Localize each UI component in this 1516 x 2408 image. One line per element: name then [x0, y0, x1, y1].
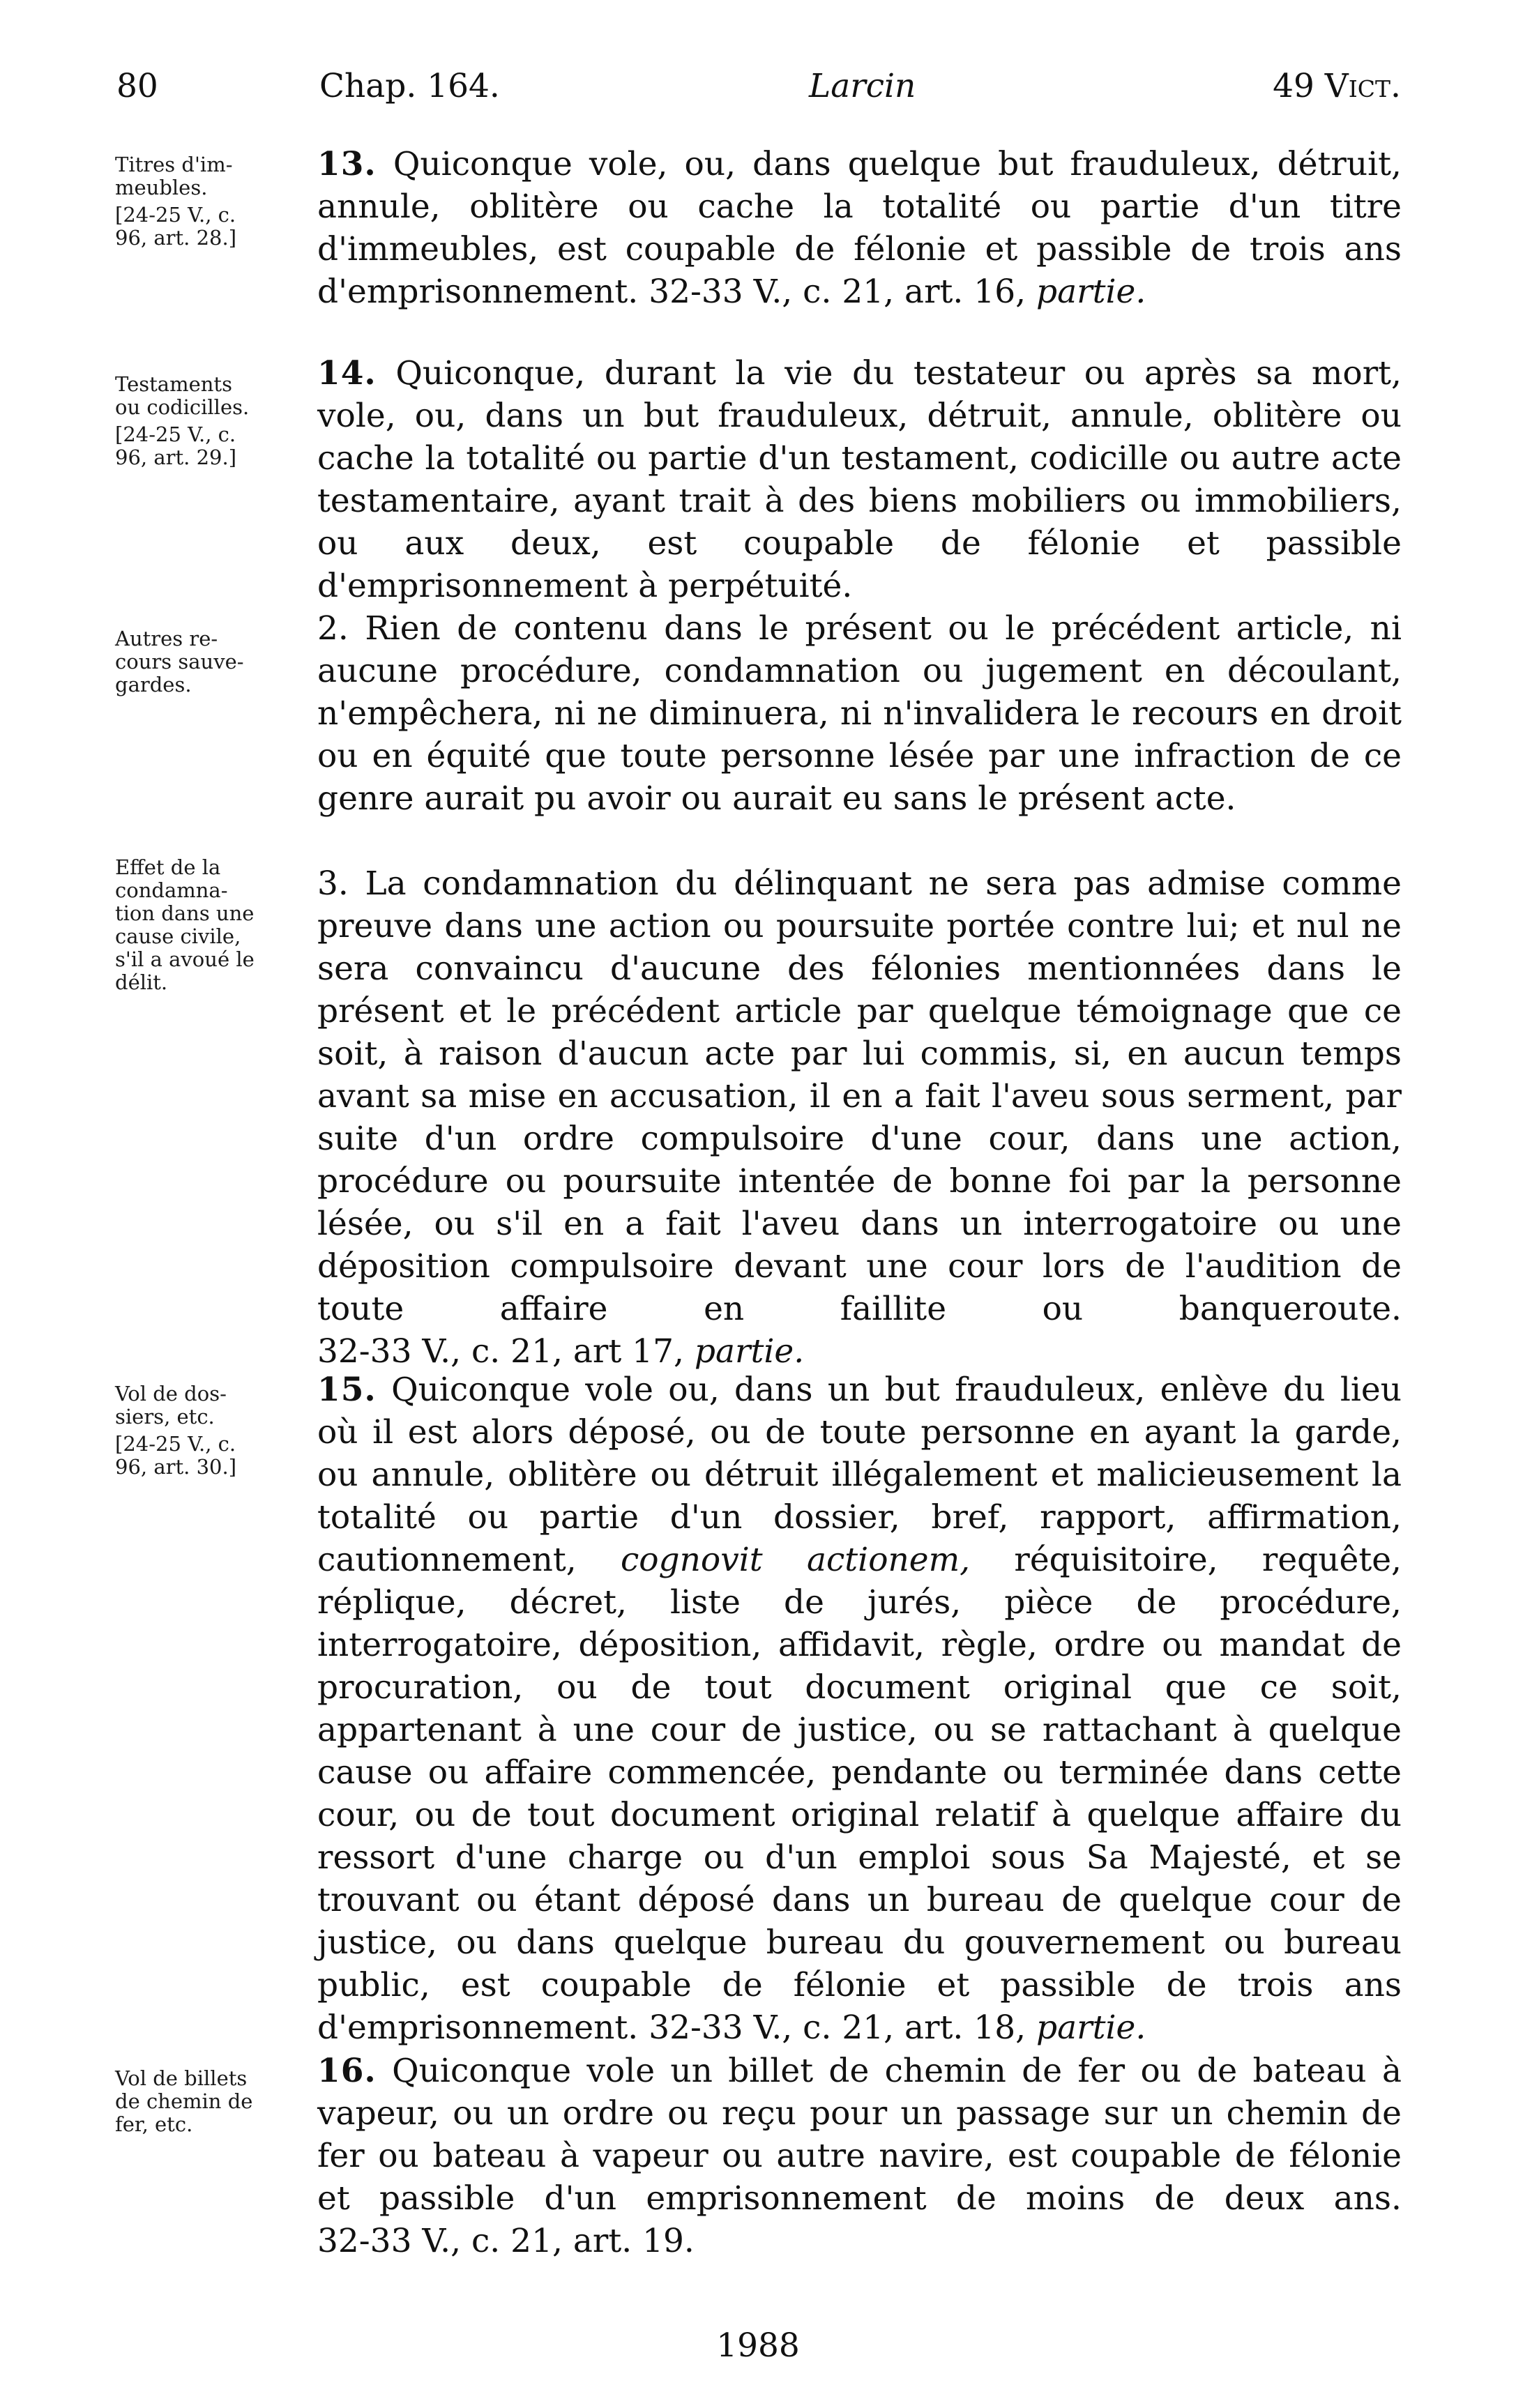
- marginal-note-title: Testaments ou codicilles.: [115, 372, 250, 419]
- marginal-note-reference: [24-25 V., c. 96, art. 30.]: [115, 1432, 237, 1479]
- section-15: [317, 1369, 1402, 2049]
- marginal-note-14-3: [115, 856, 314, 994]
- marginal-note-reference: [24-25 V., c. 96, art. 28.]: [115, 203, 237, 250]
- chapter-label: Chap. 164.: [319, 67, 500, 105]
- marginal-note-15: [115, 1382, 314, 1479]
- section-text: Quiconque vole, ou, dans quelque but frauduleux, détruit, annule, oblitère ou cache la totalité ou partie d'un titre d'immeubles, est coupable de félonie et passible de trois ans d'emprisonnement.: [317, 145, 1402, 311]
- section-14: [317, 352, 1402, 607]
- section-number: 13.: [317, 145, 377, 183]
- section-citation: 32-33 V., c. 21, art. 18, partie.: [649, 2009, 1146, 2047]
- marginal-note-title: Vol de billets de chemin de fer, etc.: [115, 2066, 253, 2136]
- section-citation: 32-33 V., c. 21, art 17, partie.: [317, 1332, 805, 1371]
- section-citation: 32-33 V., c. 21, art. 16, partie.: [649, 273, 1146, 311]
- marginal-note-14: [115, 373, 314, 469]
- section-text: Quiconque vole un billet de chemin de fer ou de bateau à vapeur, ou un ordre ou reçu pour un passage sur un chemin de fer ou bateau à vapeur ou autre navire, est coupable de félonie et passible d'un emprisonnement de moins de deux ans.: [317, 2052, 1402, 2218]
- marginal-note-title: Autres re- cours sauve- gardes.: [115, 627, 244, 696]
- section-text: Quiconque, durant la vie du testateur ou après sa mort, vole, ou, dans un but frauduleux, détruit, annule, oblitère ou cache la totalité ou partie d'un testament, codicille ou autre acte testamentaire, ayant trait à des biens mobiliers ou immobiliers, ou aux deux, est coupable de félonie et passible d'emprisonnement à perpétuité.: [317, 354, 1402, 605]
- section-text: La condamnation du délinquant ne sera pas admise comme preuve dans une action ou poursuite portée contre lui; et nul ne sera convaincu d'aucune des félonies mentionnées dans le présent et le précédent article par quelque témoignage que ce soit, à raison d'aucun acte par lui commis, si, en aucun temps avant sa mise en accusation, il en a fait l'aveu sous serment, par suite d'un ordre compulsoire d'une cour, dans une action, procédure ou poursuite intentée de bonne foi par la personne lésée, ou s'il en a fait l'aveu dans un interrogatoire ou une déposition compulsoire devant une cour lors de l'audition de toute affaire en faillite ou banqueroute.: [317, 864, 1402, 1328]
- page-number: 80: [116, 67, 158, 105]
- marginal-note-16: [115, 2067, 314, 2136]
- marginal-note-title: Titres d'im- meubles.: [115, 153, 233, 199]
- subsection-number: 2.: [317, 609, 349, 648]
- marginal-note-title: Vol de dos- siers, etc.: [115, 1382, 227, 1428]
- section-number: 16.: [317, 2052, 377, 2090]
- marginal-note-reference: [24-25 V., c. 96, art. 29.]: [115, 422, 237, 469]
- section-16: [317, 2050, 1402, 2262]
- section-14-subsection-2: [317, 607, 1402, 820]
- section-text-continued: réquisitoire, requête, réplique, décret, liste de jurés, pièce de procédure, interrogatoire, déposition, affidavit, règle, ordre ou mandat de procuration, ou de tout document original que ce soit, appartenant à une cour de justice, ou se rattachant à quelque cause ou affaire commencée, pendante ou terminée dans cette cour, ou de tout document original relatif à quelque affaire du ressort d'une charge ou d'un emploi sous Sa Majesté, et se trouvant ou étant déposé dans un bureau de quelque cour de justice, ou dans quelque bureau du gouvernement ou bureau public, est coupable de félonie et passible de trois ans d'emprisonnement.: [317, 1541, 1402, 2047]
- section-14-subsection-3: [317, 862, 1402, 1373]
- running-title: Larcin: [809, 67, 916, 105]
- folio-number: 1988: [716, 2326, 800, 2365]
- section-text: Rien de contenu dans le présent ou le précédent article, ni aucune procédure, condamnation ou jugement en découlant, n'empêchera, ni ne diminuera, ni n'invalidera le recours en droit ou en équité que toute personne lésée par une infraction de ce genre aurait pu avoir ou aurait eu sans le présent acte.: [317, 609, 1402, 818]
- marginal-note-13: [115, 153, 314, 250]
- section-number: 15.: [317, 1371, 377, 1409]
- marginal-note-title: Effet de la condamna- tion dans une cause civile, s'il a avoué le délit.: [115, 855, 255, 994]
- regnal-year: 49 Vict.: [1273, 67, 1401, 105]
- marginal-note-14-2: [115, 627, 314, 696]
- latin-term: cognovit actionem,: [620, 1541, 971, 1579]
- section-number: 14.: [317, 354, 377, 393]
- section-13: [317, 143, 1402, 313]
- section-citation: 32-33 V., c. 21, art. 19.: [317, 2222, 695, 2260]
- section-text: Quiconque vole ou, dans un but frauduleux, enlève du lieu où il est alors déposé, ou de toute personne en ayant la garde, ou annule, oblitère ou détruit illégalement et malicieusement la totalité ou partie d'un dossier, bref, rapport, affirmation, cautionnement,: [317, 1371, 1402, 1579]
- subsection-number: 3.: [317, 864, 349, 903]
